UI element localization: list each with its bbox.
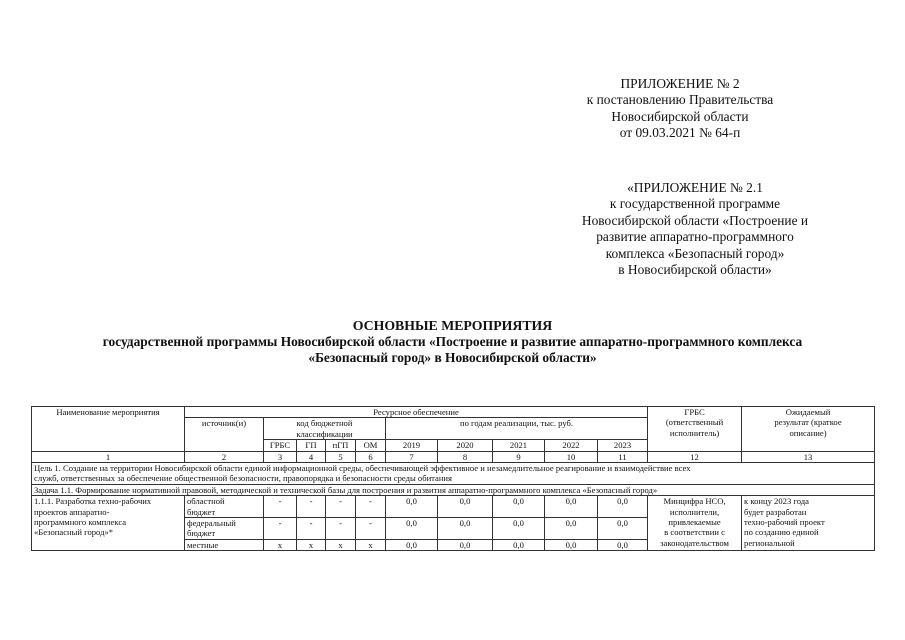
code-cell: - (326, 518, 356, 540)
code-cell: - (326, 496, 356, 518)
result-line: техно-рабочий проект (744, 517, 825, 528)
grbs-line: законодательством (660, 537, 729, 548)
header-name: Наименование мероприятия (32, 407, 185, 452)
header-result-line: результат (краткое (774, 417, 842, 428)
value-cell: 0,0 (386, 539, 438, 550)
grbs-line: исполнители, (669, 506, 720, 517)
value-cell: 0,0 (598, 496, 648, 518)
header-sources: источник(и) (185, 418, 264, 451)
source-cell (185, 496, 264, 518)
activity-name-line: «Безопасный город»* (34, 527, 114, 538)
appendix-line: «ПРИЛОЖЕНИЕ № 2.1 (627, 180, 763, 195)
value-cell: 0,0 (386, 496, 438, 518)
col-number: 1 (32, 451, 185, 462)
appendix-main (560, 76, 800, 142)
value-cell: 0,0 (493, 496, 545, 518)
source-line: областной (187, 496, 225, 507)
document-title (0, 318, 905, 367)
title-line-1: ОСНОВНЫЕ МЕРОПРИЯТИЯ (352, 318, 553, 333)
value-cell: 0,0 (545, 539, 598, 550)
header-grbs-line: исполнитель) (669, 427, 720, 438)
col-number: 3 (264, 451, 297, 462)
header-year: 2021 (493, 440, 545, 451)
header-year: 2023 (598, 440, 648, 451)
col-number: 7 (386, 451, 438, 462)
col-number: 10 (545, 451, 598, 462)
code-cell: х (356, 539, 386, 550)
task-row (32, 484, 875, 495)
goal-line: служб, ответственных за обеспечение общественной безопасности, правопорядка и безопасности среды обитания (34, 473, 452, 484)
value-cell: 0,0 (438, 539, 493, 550)
grbs-line: Минцифра НСО, (663, 496, 726, 507)
header-code-om: ОМ (356, 440, 386, 451)
header-year: 2020 (438, 440, 493, 451)
title-line-3: «Безопасный город» в Новосибирской области» (308, 350, 597, 366)
value-cell: 0,0 (493, 518, 545, 540)
header-code-grbs: ГРБС (264, 440, 297, 451)
code-cell: х (264, 539, 297, 550)
goal-row (32, 463, 875, 485)
header-code-pgp: пГП (326, 440, 356, 451)
value-cell: 0,0 (545, 518, 598, 540)
col-number: 8 (438, 451, 493, 462)
appendix-line: Новосибирской области (611, 108, 749, 124)
activity-row-regional (32, 496, 875, 518)
activity-name (32, 496, 185, 551)
col-number: 11 (598, 451, 648, 462)
appendix-line: от 09.03.2021 № 64-п (619, 125, 741, 141)
activities-table (31, 406, 875, 551)
header-grbs (648, 407, 742, 452)
header-grbs-line: (ответственный (665, 417, 724, 428)
code-cell: - (264, 518, 297, 540)
appendix-line: Новосибирской области «Построение и (581, 212, 809, 228)
value-cell: 0,0 (598, 518, 648, 540)
code-cell: - (264, 496, 297, 518)
result-line: региональной (744, 537, 795, 548)
source-cell: местные (185, 539, 264, 550)
col-number: 4 (297, 451, 326, 462)
header-budget-code (264, 418, 386, 440)
result-line: по созданию единой (744, 527, 819, 538)
source-line: бюджет (187, 528, 216, 539)
appendix-line: в Новосибирской области» (618, 262, 772, 278)
code-cell: х (297, 539, 326, 550)
code-cell: - (297, 496, 326, 518)
activity-result (742, 496, 875, 551)
code-cell: - (356, 518, 386, 540)
grbs-line: в соответствии с (664, 527, 725, 538)
header-grbs-line: ГРБС (684, 407, 705, 417)
value-cell: 0,0 (545, 496, 598, 518)
value-cell: 0,0 (438, 518, 493, 540)
source-line: бюджет (187, 506, 216, 517)
header-result (742, 407, 875, 452)
value-cell: 0,0 (386, 518, 438, 540)
activity-name-line: проектов аппаратно- (34, 506, 110, 517)
activity-name-line: программного комплекса (34, 517, 127, 528)
col-number: 13 (742, 451, 875, 462)
header-code-gp: ГП (297, 440, 326, 451)
appendix-line: к постановлению Правительства (586, 92, 774, 108)
code-cell: - (297, 518, 326, 540)
result-line: к концу 2023 года (744, 496, 809, 507)
header-result-line: Ожидаемый (785, 407, 831, 417)
header-by-years: по годам реализации, тыс. руб. (386, 418, 648, 440)
value-cell: 0,0 (598, 539, 648, 550)
value-cell: 0,0 (438, 496, 493, 518)
col-number: 2 (185, 451, 264, 462)
activity-name-line: 1.1.1. Разработка техно-рабочих (34, 496, 152, 507)
title-line-2: государственной программы Новосибирской области «Построение и развитие аппаратно-программного комплекса (102, 334, 803, 350)
code-cell: х (326, 539, 356, 550)
header-year: 2022 (545, 440, 598, 451)
goal-line: Цель 1. Создание на территории Новосибирской области единой информационной среды, обеспечивающей эффективное и незамедлительное реагирование и взаимодействие всех (34, 463, 691, 474)
appendix-line: комплекса «Безопасный город» (605, 245, 785, 261)
header-row-1 (32, 407, 875, 418)
appendix-sub (570, 180, 820, 278)
col-number: 9 (493, 451, 545, 462)
col-number: 6 (356, 451, 386, 462)
appendix-line: развитие аппаратно-программного (596, 229, 794, 245)
column-number-row (32, 451, 875, 462)
result-line: будет разработан (744, 506, 807, 517)
appendix-line: ПРИЛОЖЕНИЕ № 2 (620, 76, 740, 91)
header-resources: Ресурсное обеспечение (185, 407, 648, 418)
source-line: федеральный (187, 518, 236, 529)
col-number: 12 (648, 451, 742, 462)
value-cell: 0,0 (493, 539, 545, 550)
grbs-line: привлекаемые (668, 517, 721, 528)
goal-cell (32, 463, 875, 485)
header-year: 2019 (386, 440, 438, 451)
header-budget-line: код бюджетной (296, 418, 353, 429)
activity-grbs (648, 496, 742, 551)
code-cell: - (356, 496, 386, 518)
header-result-line: описание) (789, 427, 827, 438)
col-number: 5 (326, 451, 356, 462)
appendix-line: к государственной программе (609, 196, 781, 212)
header-budget-line: классификации (296, 428, 353, 439)
task-cell: Задача 1.1. Формирование нормативной правовой, методической и технической базы для построения и развития аппаратно-программного комплекса «Безопасный город» (32, 484, 875, 495)
source-cell (185, 518, 264, 540)
